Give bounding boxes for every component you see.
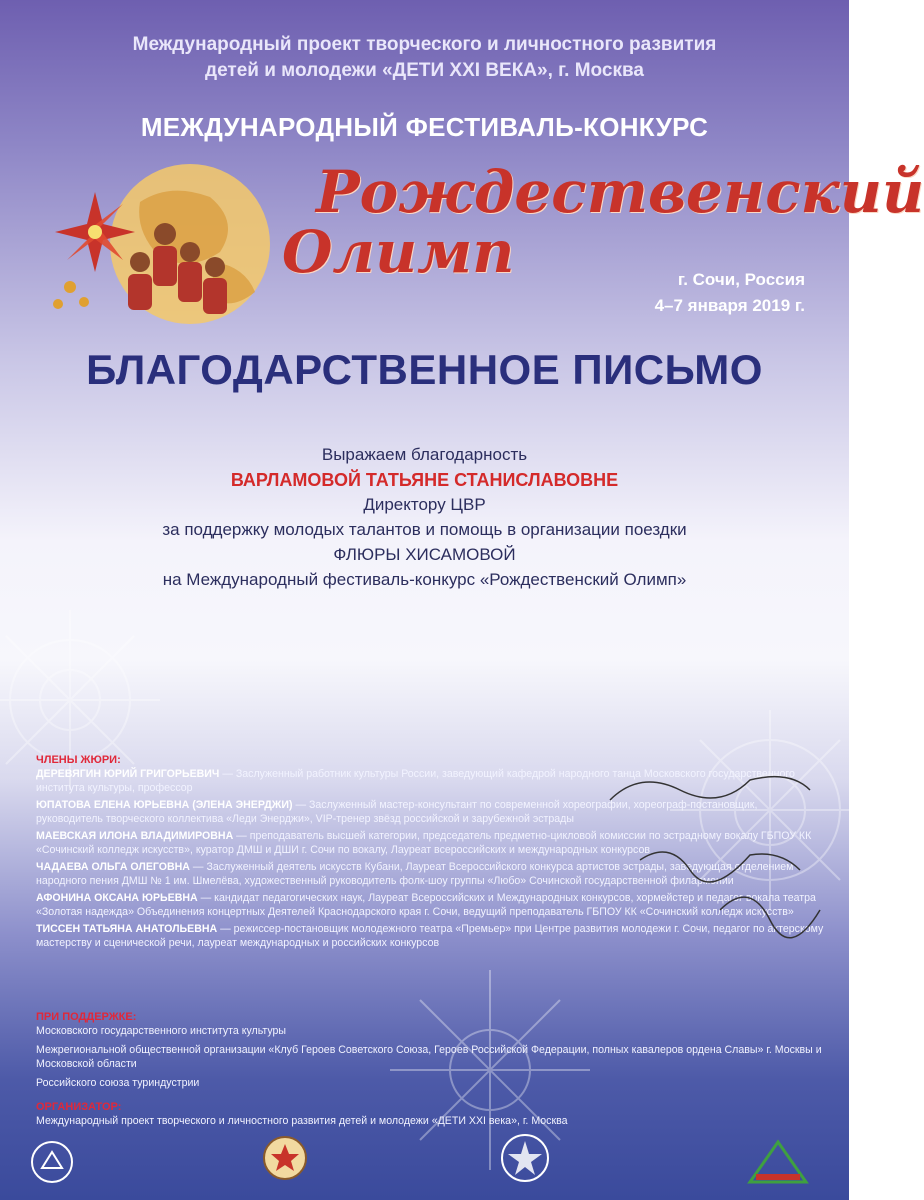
festival-name-line2: Олимп	[282, 218, 515, 286]
jury-member-name: МАЕВСКАЯ ИЛОНА ВЛАДИМИРОВНА	[36, 830, 234, 842]
support-item: Московского государственного института культуры	[36, 1025, 287, 1037]
document-title: БЛАГОДАРСТВЕННОЕ ПИСЬМО	[86, 346, 763, 393]
recipient-position: Директору ЦВР	[363, 495, 486, 514]
children-21-century-emblem-icon	[500, 1133, 550, 1183]
body-reason: за поддержку молодых талантов и помощь в организации поездки	[162, 520, 687, 539]
participant-name: ФЛЮРЫ ХИСАМОВОЙ	[333, 545, 516, 564]
recipient-name: ВАРЛАМОВОЙ ТАТЬЯНЕ СТАНИСЛАВОВНЕ	[230, 470, 619, 490]
jury-member-name: ЧАДАЕВА ОЛЬГА ОЛЕГОВНА	[36, 861, 190, 873]
festival-name-line1: Рождественский	[316, 158, 924, 226]
jury-member-name: ТИССЕН ТАТЬЯНА АНАТОЛЬЕВНА	[36, 923, 218, 935]
tourism-logo-icon	[748, 1140, 808, 1184]
support-title: ПРИ ПОДДЕРЖКЕ:	[36, 1011, 137, 1023]
organizer-section	[36, 1100, 826, 1128]
support-item: Российского союза туриндустрии	[36, 1077, 200, 1089]
festival-city: г. Сочи, Россия	[677, 270, 805, 289]
institute-emblem-icon	[30, 1140, 74, 1184]
jury-member-name: АФОНИНА ОКСАНА ЮРЬЕВНА	[36, 892, 198, 904]
jury-member-desc: — кандидат педагогических наук, Лауреат Всероссийских и Международных конкурсов, хормейстер и педагог вокала театра «Золотая надежда» Объединения концертных Деятелей Краснодарского края г. Сочи, ведущий преподаватель ГБПОУ КК «Сочинский колледж искусств»	[36, 892, 816, 918]
support-section	[36, 1010, 826, 1090]
heroes-club-emblem-icon	[262, 1135, 308, 1181]
jury-member-desc: — Заслуженный деятель искусств Кубани, Лауреат Всероссийского конкурса артистов эстрады, заведующая отделением народного пения ДМШ № 1 им. Шмелёва, художественный руководитель фолк-шоу группы «Любо» Сочинской государственной филармонии	[36, 861, 794, 887]
jury-member-name: ДЕРЕВЯГИН ЮРИЙ ГРИГОРЬЕВИЧ	[36, 768, 220, 780]
organizer-text: Международный проект творческого и личностного развития детей и молодежи «ДЕТИ XXI века», г. Москва	[36, 1115, 568, 1127]
jury-title: ЧЛЕНЫ ЖЮРИ:	[36, 754, 121, 766]
festival-dates: 4–7 января 2019 г.	[654, 296, 805, 315]
body-intro: Выражаем благодарность	[321, 445, 528, 464]
body-event: на Международный фестиваль-конкурс «Рождественский Олимп»	[162, 570, 687, 589]
jury-member-name: ЮПАТОВА ЕЛЕНА ЮРЬЕВНА (ЭЛЕНА ЭНЕРДЖИ)	[36, 799, 293, 811]
festival-globe-logo-icon	[40, 162, 300, 332]
signature-icon	[600, 760, 830, 960]
organizer-title: ОРГАНИЗАТОР:	[36, 1101, 122, 1113]
festival-type: МЕЖДУНАРОДНЫЙ ФЕСТИВАЛЬ-КОНКУРС	[140, 112, 709, 142]
project-header-line2: детей и молодежи «ДЕТИ XXI ВЕКА», г. Москва	[205, 60, 644, 81]
jury-member-desc: — Заслуженный работник культуры России, заведующий кафедрой народного танца Московского государственного института культуры, профессор	[36, 768, 795, 794]
project-header-line1: Международный проект творческого и личностного развития	[132, 34, 717, 55]
jury-member-desc: — режиссер-постановщик молодежного театра «Премьер» при Центре развития молодежи г. Сочи, педагог по актерскому мастерству и сценической речи, лауреат международных и российских конкурсов	[36, 923, 824, 949]
jury-member-desc: — Заслуженный мастер-консультант по современной хореографии, хореограф-постановщик, руководитель творческого коллектива «Леди Энерджи», VIP-тренер звёзд российской и зарубежной эстрады	[36, 799, 758, 825]
support-item: Межрегиональной общественной организации «Клуб Героев Советского Союза, Героев Российской Федерации, полных кавалеров ордена Славы» г. Москвы и Московской области	[36, 1044, 822, 1070]
jury-member-desc: — преподаватель высшей категории, председатель предметно-цикловой комиссии по эстрадному вокалу ГБПОУ КК «Сочинский колледж искусств», куратор ДМШ и ДШИ г. Сочи по вокалу, Лауреат всероссийских и международных конкурсов	[36, 830, 812, 856]
